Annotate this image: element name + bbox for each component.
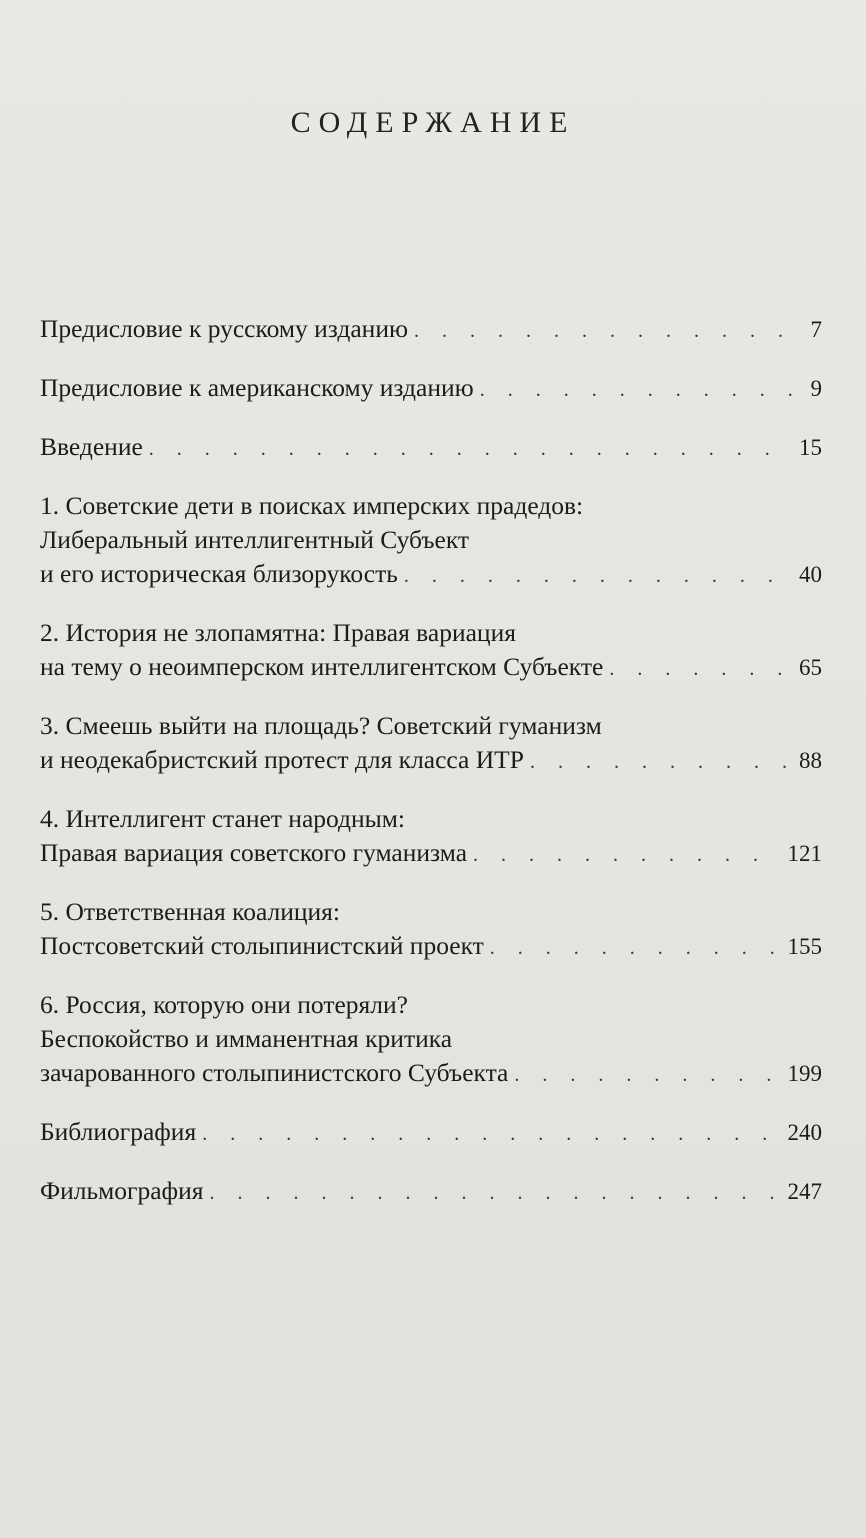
- leader-dots: [490, 931, 782, 965]
- page-heading: СОДЕРЖАНИЕ: [290, 106, 576, 139]
- toc-entry: [40, 430, 822, 466]
- leader-dots: [202, 1117, 781, 1151]
- leader-dots: [530, 745, 793, 779]
- toc-entry-title: Библиография: [40, 1117, 197, 1146]
- toc-entry-title: Фильмография: [40, 1176, 204, 1205]
- toc-page-number: 15: [799, 435, 822, 460]
- toc-page-number: 9: [810, 376, 822, 401]
- toc-entry-title-line: 6. Россия, которую они потеряли?: [40, 990, 408, 1019]
- toc-entry: [40, 616, 822, 686]
- toc-entry-title-line: Правая вариация советского гуманизма: [40, 838, 468, 867]
- leader-dots: [414, 314, 804, 348]
- toc-entry-title-line: и его историческая близорукость: [40, 559, 398, 588]
- toc-page-number: 240: [787, 1120, 822, 1145]
- toc-page-number: 88: [799, 748, 822, 773]
- leader-dots: [149, 432, 793, 466]
- leader-dots: [209, 1176, 781, 1210]
- toc-entry-title-line: 4. Интеллигент станет народным:: [40, 804, 406, 833]
- toc-entry: [40, 988, 822, 1092]
- toc-page-number: 65: [799, 655, 822, 680]
- toc-entry-title-line: Постсоветский столыпинистский проект: [40, 931, 484, 960]
- toc-entry-title-line: Беспокойство и имманентная критика: [40, 1024, 453, 1053]
- toc-entry-title-line: 1. Советские дети в поисках имперских прадедов:: [40, 491, 584, 520]
- toc-entry-title-line: 2. История не злопамятна: Правая вариация: [40, 618, 516, 647]
- leader-dots: [609, 652, 793, 686]
- toc-entry: [40, 709, 822, 779]
- leader-dots: [404, 559, 793, 593]
- toc-page-number: 199: [787, 1061, 822, 1086]
- toc-page-number: 7: [810, 317, 822, 342]
- toc-entry-title-line: 3. Смеешь выйти на площадь? Советский гуманизм: [40, 711, 602, 740]
- table-of-contents: [40, 312, 822, 1233]
- leader-dots: [514, 1058, 781, 1092]
- toc-page-number: 40: [799, 562, 822, 587]
- toc-entry: [40, 802, 822, 872]
- toc-page-number: 121: [787, 841, 822, 866]
- toc-entry-title-line: и неодекабристский протест для класса ИТР: [40, 745, 524, 774]
- toc-entry-title-line: 5. Ответственная коалиция:: [40, 897, 340, 926]
- leader-dots: [473, 838, 781, 872]
- toc-entry-title: Предисловие к русскому изданию: [40, 314, 409, 343]
- toc-entry-title: Введение: [40, 432, 143, 461]
- toc-entry: [40, 489, 822, 593]
- toc-entry-title-line: Либеральный интеллигентный Субъект: [40, 525, 470, 554]
- toc-page-number: 155: [787, 934, 822, 959]
- toc-page-number: 247: [787, 1179, 822, 1204]
- toc-entry: [40, 371, 822, 407]
- toc-entry: [40, 895, 822, 965]
- toc-entry-title-line: на тему о неоимперском интеллигентском Субъекте: [40, 652, 604, 681]
- toc-entry: [40, 1174, 822, 1210]
- toc-entry: [40, 1115, 822, 1151]
- toc-entry-title: Предисловие к американскому изданию: [40, 373, 474, 402]
- leader-dots: [480, 373, 805, 407]
- toc-entry-title-line: зачарованного столыпинистского Субъекта: [40, 1058, 509, 1087]
- toc-entry: [40, 312, 822, 348]
